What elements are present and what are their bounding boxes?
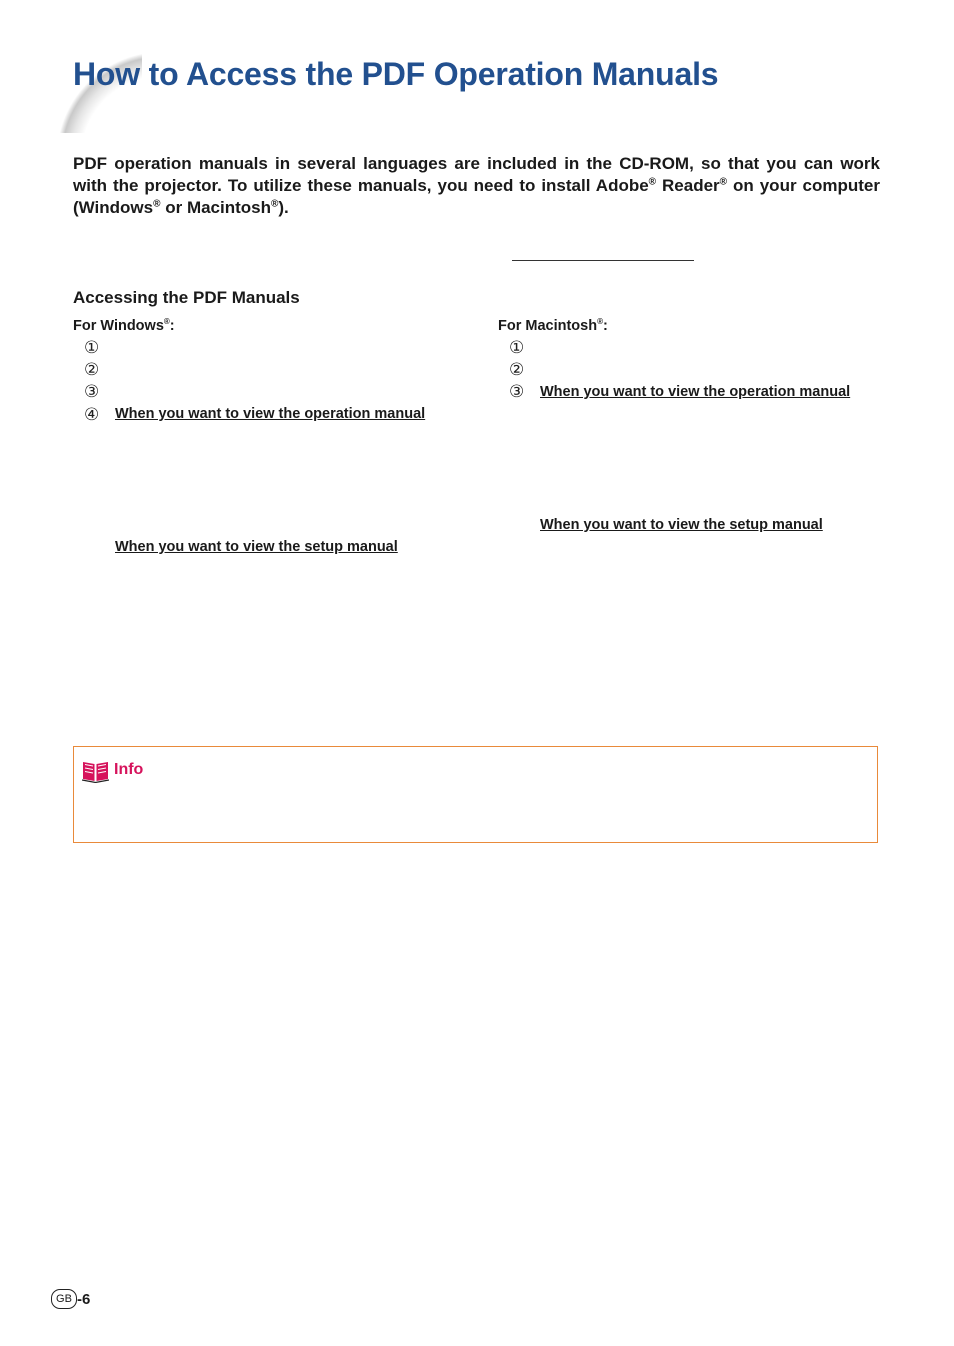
region-badge: GB [51,1289,77,1309]
page-title: How to Access the PDF Operation Manuals [73,56,719,92]
windows-step-1: ① [84,338,100,357]
mac-heading: For Macintosh®: [498,317,608,334]
windows-step-4: ④ [84,405,100,424]
mac-step-3: ③ [509,382,525,401]
page-number: -6 [77,1290,91,1308]
windows-heading: For Windows®: [73,317,175,334]
book-icon [82,759,109,788]
page-footer [51,1289,90,1309]
windows-step-2: ② [84,360,100,379]
windows-step-3: ③ [84,382,100,401]
divider-rule [512,260,694,261]
windows-setup-manual-link: When you want to view the setup manual [115,539,398,555]
info-box [73,746,878,843]
mac-step-1: ① [509,338,525,357]
mac-step-2: ② [509,360,525,379]
intro-paragraph: PDF operation manuals in several languages are included in the CD-ROM, so that you can work with the projector. To utilize these manuals, you need to install Adobe® Reader® on your computer (Windows® or Macintosh®). [73,154,880,217]
mac-setup-manual-link: When you want to view the setup manual [540,517,823,533]
info-label: Info [114,761,144,778]
mac-operation-manual-link: When you want to view the operation manual [540,384,851,400]
section-heading: Accessing the PDF Manuals [73,288,300,307]
windows-operation-manual-link: When you want to view the operation manual [115,406,426,422]
